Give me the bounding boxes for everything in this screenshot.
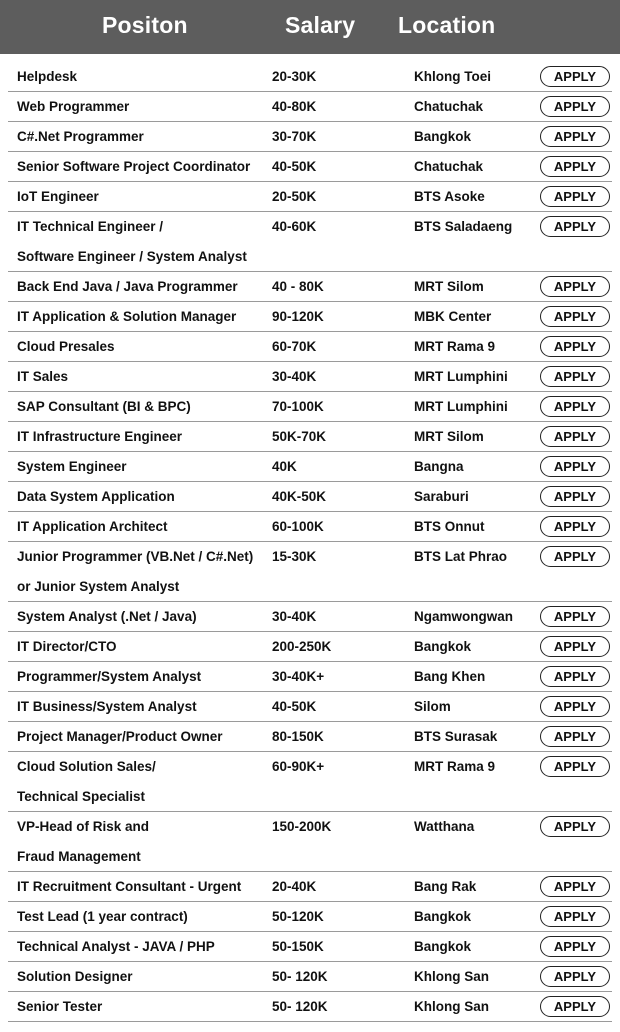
- job-position-line: Web Programmer: [17, 99, 130, 114]
- job-location: Bangna: [414, 459, 464, 474]
- table-row: [8, 392, 612, 422]
- job-location: Bangkok: [414, 639, 472, 654]
- apply-button[interactable]: APPLY: [540, 636, 610, 657]
- job-position-line: Test Lead (1 year contract): [17, 909, 188, 924]
- job-position: [17, 152, 250, 182]
- job-salary: 50-150K: [272, 939, 324, 954]
- job-salary: 90-120K: [272, 309, 324, 324]
- job-location: Bangkok: [414, 939, 472, 954]
- apply-button[interactable]: APPLY: [540, 486, 610, 507]
- job-salary: 40 - 80K: [272, 279, 324, 294]
- job-salary: 50- 120K: [272, 999, 328, 1014]
- apply-button[interactable]: APPLY: [540, 966, 610, 987]
- table-row: [8, 122, 612, 152]
- job-salary: 20-30K: [272, 69, 317, 84]
- job-location: MRT Silom: [414, 429, 484, 444]
- apply-button[interactable]: APPLY: [540, 96, 610, 117]
- apply-button[interactable]: APPLY: [540, 996, 610, 1017]
- table-row: [8, 872, 612, 902]
- table-row: [8, 152, 612, 182]
- job-location: BTS Saladaeng: [414, 219, 513, 234]
- job-position: [17, 482, 175, 512]
- job-position-line: Programmer/System Analyst: [17, 669, 202, 684]
- table-row: [8, 422, 612, 452]
- job-position-line: VP-Head of Risk and: [17, 819, 150, 834]
- apply-button[interactable]: APPLY: [540, 546, 610, 567]
- job-position-line: Junior Programmer (VB.Net / C#.Net): [17, 549, 254, 564]
- job-position: [17, 512, 168, 542]
- job-position-line: SAP Consultant (BI & BPC): [17, 399, 191, 414]
- apply-button[interactable]: APPLY: [540, 306, 610, 327]
- job-location: BTS Lat Phrao: [414, 549, 508, 564]
- job-salary: 40-60K: [272, 219, 317, 234]
- job-salary: 60-90K+: [272, 759, 325, 774]
- apply-button[interactable]: APPLY: [540, 366, 610, 387]
- table-row: [8, 962, 612, 992]
- job-position: [17, 332, 115, 362]
- table-row: [8, 332, 612, 362]
- job-position-line: IT Technical Engineer /: [17, 219, 164, 234]
- job-location: Bang Khen: [414, 669, 486, 684]
- table-row: [8, 482, 612, 512]
- job-location: MRT Lumphini: [414, 369, 508, 384]
- job-position: [17, 542, 253, 602]
- job-salary: 40-80K: [272, 99, 317, 114]
- table-row: [8, 92, 612, 122]
- apply-button[interactable]: APPLY: [540, 426, 610, 447]
- job-salary: 30-70K: [272, 129, 317, 144]
- job-location: Saraburi: [414, 489, 469, 504]
- job-salary: 50K-70K: [272, 429, 327, 444]
- job-position-line: Technical Specialist: [17, 789, 146, 804]
- apply-button[interactable]: APPLY: [540, 396, 610, 417]
- apply-button[interactable]: APPLY: [540, 186, 610, 207]
- apply-button[interactable]: APPLY: [540, 336, 610, 357]
- table-row: [8, 992, 612, 1022]
- job-position: [17, 92, 129, 122]
- job-salary: 40K: [272, 459, 297, 474]
- apply-button[interactable]: APPLY: [540, 666, 610, 687]
- table-row: [8, 272, 612, 302]
- job-location: Khlong San: [414, 999, 489, 1014]
- apply-button[interactable]: APPLY: [540, 216, 610, 237]
- apply-button[interactable]: APPLY: [540, 906, 610, 927]
- job-location: BTS Surasak: [414, 729, 498, 744]
- job-position: [17, 812, 149, 872]
- job-position: [17, 692, 197, 722]
- job-position: [17, 362, 68, 392]
- job-position: [17, 182, 99, 212]
- job-location: Khlong Toei: [414, 69, 491, 84]
- job-position: [17, 902, 188, 932]
- job-position-line: System Analyst (.Net / Java): [17, 609, 197, 624]
- job-location: BTS Onnut: [414, 519, 485, 534]
- job-position: [17, 872, 241, 902]
- job-position-line: or Junior System Analyst: [17, 579, 180, 594]
- table-header: [0, 0, 620, 54]
- job-position: [17, 662, 201, 692]
- job-location: Bangkok: [414, 129, 472, 144]
- job-position: [17, 722, 223, 752]
- job-location: Khlong San: [414, 969, 489, 984]
- job-location: MRT Rama 9: [414, 339, 496, 354]
- job-position-line: Senior Tester: [17, 999, 103, 1014]
- job-position-line: IoT Engineer: [17, 189, 99, 204]
- table-row: [8, 512, 612, 542]
- job-position: [17, 932, 215, 962]
- job-position-line: Helpdesk: [17, 69, 78, 84]
- job-position-line: Cloud Presales: [17, 339, 115, 354]
- job-position: [17, 272, 238, 302]
- job-salary: 15-30K: [272, 549, 317, 564]
- job-location: Silom: [414, 699, 451, 714]
- job-position-line: Cloud Solution Sales/: [17, 759, 156, 774]
- job-position-line: IT Business/System Analyst: [17, 699, 197, 714]
- table-row: [8, 602, 612, 632]
- apply-button[interactable]: APPLY: [540, 756, 610, 777]
- job-position-line: IT Recruitment Consultant - Urgent: [17, 879, 242, 894]
- job-salary: 20-40K: [272, 879, 317, 894]
- column-header-position: Positon: [102, 12, 188, 38]
- apply-button[interactable]: APPLY: [540, 516, 610, 537]
- job-salary: 150-200K: [272, 819, 332, 834]
- apply-button[interactable]: APPLY: [540, 66, 610, 87]
- job-position: [17, 962, 133, 992]
- table-row: [8, 302, 612, 332]
- table-row: [8, 362, 612, 392]
- job-salary: 50- 120K: [272, 969, 328, 984]
- job-position-line: IT Application Architect: [17, 519, 168, 534]
- job-salary: 80-150K: [272, 729, 324, 744]
- job-salary: 30-40K: [272, 369, 317, 384]
- job-position: [17, 752, 156, 812]
- table-row: [8, 932, 612, 962]
- job-position-line: Fraud Management: [17, 849, 141, 864]
- job-salary: 200-250K: [272, 639, 332, 654]
- job-location: Watthana: [414, 819, 475, 834]
- job-position-line: IT Director/CTO: [17, 639, 117, 654]
- job-position: [17, 302, 236, 332]
- job-location: MRT Lumphini: [414, 399, 508, 414]
- job-position: [17, 452, 127, 482]
- job-location: Chatuchak: [414, 159, 484, 174]
- job-position-line: Solution Designer: [17, 969, 133, 984]
- table-row: [8, 62, 612, 92]
- apply-button[interactable]: APPLY: [540, 726, 610, 747]
- apply-button[interactable]: APPLY: [540, 276, 610, 297]
- column-header-location: Location: [398, 12, 496, 38]
- job-location: Bangkok: [414, 909, 472, 924]
- table-row: [8, 212, 612, 272]
- job-position: [17, 602, 197, 632]
- job-location: MRT Rama 9: [414, 759, 496, 774]
- apply-button[interactable]: APPLY: [540, 816, 610, 837]
- job-location: Bang Rak: [414, 879, 477, 894]
- job-location: Ngamwongwan: [414, 609, 514, 624]
- apply-button[interactable]: APPLY: [540, 696, 610, 717]
- job-position: [17, 392, 191, 422]
- apply-button[interactable]: APPLY: [540, 156, 610, 177]
- table-row: [8, 182, 612, 212]
- job-position-line: IT Application & Solution Manager: [17, 309, 237, 324]
- job-location: BTS Asoke: [414, 189, 485, 204]
- job-table: [0, 54, 620, 1022]
- apply-button[interactable]: APPLY: [540, 876, 610, 897]
- job-position-line: Data System Application: [17, 489, 175, 504]
- job-salary: 70-100K: [272, 399, 324, 414]
- table-row: [8, 452, 612, 482]
- job-position: [17, 632, 117, 662]
- column-header-salary: Salary: [285, 12, 356, 38]
- job-position: [17, 122, 144, 152]
- apply-button[interactable]: APPLY: [540, 456, 610, 477]
- job-salary: 40-50K: [272, 699, 317, 714]
- job-position: [17, 212, 247, 272]
- job-position-line: Project Manager/Product Owner: [17, 729, 223, 744]
- job-position-line: IT Infrastructure Engineer: [17, 429, 183, 444]
- job-salary: 20-50K: [272, 189, 317, 204]
- job-salary: 30-40K: [272, 609, 317, 624]
- job-position: [17, 992, 102, 1022]
- job-salary: 30-40K+: [272, 669, 325, 684]
- table-row: [8, 662, 612, 692]
- apply-button[interactable]: APPLY: [540, 126, 610, 147]
- job-position-line: Senior Software Project Coordinator: [17, 159, 251, 174]
- table-row: [8, 632, 612, 662]
- table-row: [8, 542, 612, 602]
- job-position-line: IT Sales: [17, 369, 69, 384]
- job-salary: 40K-50K: [272, 489, 327, 504]
- table-row: [8, 752, 612, 812]
- job-salary: 40-50K: [272, 159, 317, 174]
- job-position-line: Back End Java / Java Programmer: [17, 279, 238, 294]
- table-row: [8, 902, 612, 932]
- table-row: [8, 722, 612, 752]
- apply-button[interactable]: APPLY: [540, 936, 610, 957]
- job-salary: 60-100K: [272, 519, 324, 534]
- job-location: MBK Center: [414, 309, 492, 324]
- job-salary: 60-70K: [272, 339, 317, 354]
- job-salary: 50-120K: [272, 909, 324, 924]
- table-row: [8, 812, 612, 872]
- job-position-line: Technical Analyst - JAVA / PHP: [17, 939, 215, 954]
- job-location: Chatuchak: [414, 99, 484, 114]
- table-row: [8, 692, 612, 722]
- job-position-line: System Engineer: [17, 459, 127, 474]
- apply-button[interactable]: APPLY: [540, 606, 610, 627]
- job-position: [17, 62, 77, 92]
- job-position-line: Software Engineer / System Analyst: [17, 249, 247, 264]
- job-position-line: C#.Net Programmer: [17, 129, 144, 144]
- job-location: MRT Silom: [414, 279, 484, 294]
- job-position: [17, 422, 182, 452]
